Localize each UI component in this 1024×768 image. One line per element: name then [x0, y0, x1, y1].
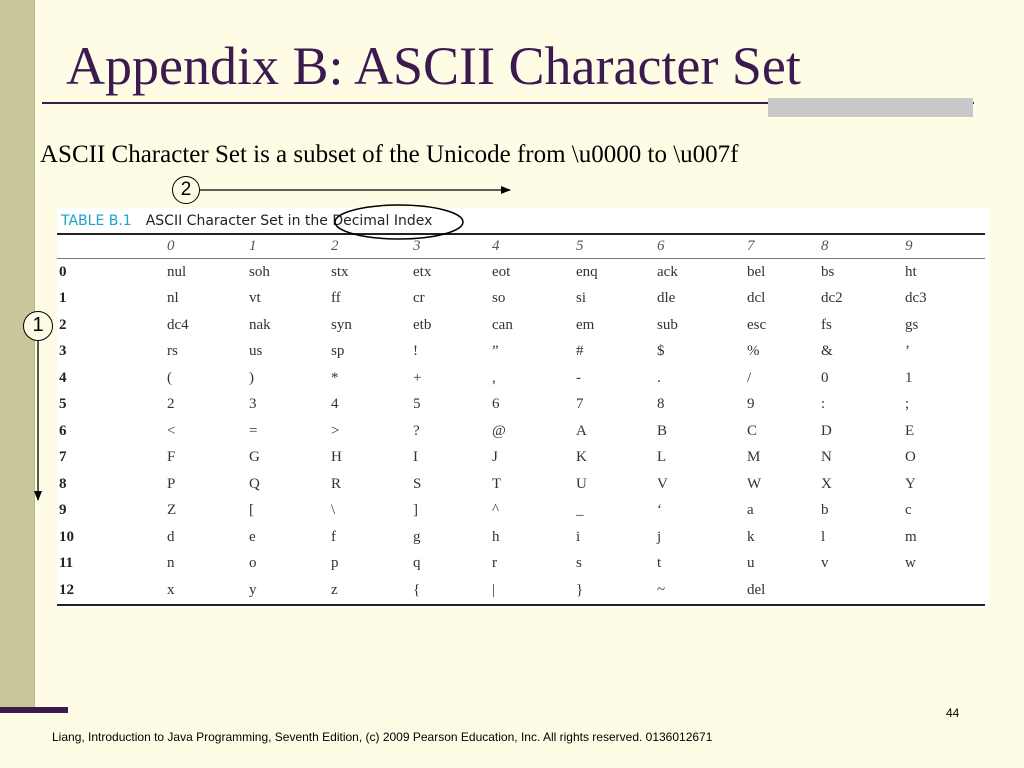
corner-header-cell — [57, 234, 167, 259]
table-cell: D — [821, 422, 832, 439]
table-row — [57, 339, 985, 366]
table-cell: < — [167, 422, 176, 439]
table-cell: syn — [331, 316, 352, 333]
table-cell: 8 — [657, 396, 665, 413]
table-cell: l — [821, 528, 826, 545]
table-cell: @ — [492, 422, 506, 439]
table-cell: ) — [249, 369, 254, 386]
table-cell: ; — [905, 396, 910, 413]
table-cell: t — [657, 555, 662, 572]
table-cell: 1 — [905, 369, 913, 386]
row-header: 12 — [57, 577, 167, 605]
table-cell: 9 — [747, 396, 755, 413]
table-row — [57, 365, 985, 392]
table-cell: X — [821, 475, 832, 492]
table-cell: o — [249, 555, 257, 572]
table-cell: r — [492, 555, 497, 572]
table-cell: K — [576, 449, 587, 466]
table-cell: us — [249, 343, 263, 360]
table-cell: s — [576, 555, 582, 572]
table-cell: B — [657, 422, 668, 439]
row-header: 5 — [59, 396, 67, 413]
table-cell: R — [331, 475, 342, 492]
table-cell: dle — [657, 290, 676, 307]
row-header: 3 — [59, 343, 67, 360]
table-cell: J — [492, 449, 498, 466]
ascii-table-panel — [57, 208, 990, 608]
table-cell: = — [249, 422, 258, 439]
table-cell: 6 — [492, 396, 500, 413]
table-cell: ] — [413, 502, 418, 519]
table-cell: G — [249, 449, 260, 466]
table-cell: y — [249, 577, 331, 605]
table-cell: dc3 — [905, 290, 927, 307]
table-cell: \ — [331, 502, 336, 519]
column-header: 5 — [576, 234, 657, 259]
table-cell: _ — [576, 502, 584, 519]
table-row — [57, 259, 985, 286]
table-row — [57, 551, 985, 578]
row-header: 8 — [59, 475, 67, 492]
table-cell: / — [747, 369, 752, 386]
table-cell: ^ — [492, 502, 500, 519]
row-header: 7 — [59, 449, 67, 466]
row-header: 0 — [59, 263, 67, 280]
table-cell: u — [747, 555, 755, 572]
column-header: 8 — [821, 234, 905, 259]
table-cell: * — [331, 369, 339, 386]
table-cell: ‘ — [657, 502, 662, 519]
table-cell: ( — [167, 369, 172, 386]
table-cell: 3 — [249, 396, 257, 413]
column-header: 6 — [657, 234, 747, 259]
table-row — [57, 445, 985, 472]
column-header: 1 — [249, 234, 331, 259]
table-cell: d — [167, 528, 175, 545]
table-cell: sub — [657, 316, 678, 333]
table-cell: x — [167, 577, 249, 605]
table-cell: U — [576, 475, 587, 492]
table-cell: so — [492, 290, 506, 307]
table-cell: 7 — [576, 396, 584, 413]
table-cell: # — [576, 343, 584, 360]
table-cell: i — [576, 528, 581, 545]
table-cell: L — [657, 449, 667, 466]
table-cell: nak — [249, 316, 271, 333]
table-cell: N — [821, 449, 832, 466]
table-cell: H — [331, 449, 342, 466]
table-cell: . — [657, 369, 661, 386]
table-cell: P — [167, 475, 176, 492]
table-cell: can — [492, 316, 513, 333]
table-cell: enq — [576, 263, 598, 280]
table-cell: g — [413, 528, 421, 545]
table-cell: dc4 — [167, 316, 189, 333]
table-cell: z — [331, 577, 413, 605]
table-cell: del — [747, 577, 821, 605]
table-cell: vt — [249, 290, 261, 307]
table-row — [57, 418, 985, 445]
table-row — [57, 286, 985, 313]
table-cell: si — [576, 290, 587, 307]
table-cell: bs — [821, 263, 835, 280]
table-cell: Z — [167, 502, 177, 519]
table-cell: bel — [747, 263, 766, 280]
table-cell: + — [413, 369, 422, 386]
column-header: 3 — [413, 234, 492, 259]
table-cell: | — [492, 577, 576, 605]
column-header: 9 — [905, 234, 985, 259]
table-cell: k — [747, 528, 755, 545]
table-cell — [905, 577, 985, 605]
table-cell: h — [492, 528, 500, 545]
table-cell: cr — [413, 290, 425, 307]
table-cell: Q — [249, 475, 260, 492]
table-cell: > — [331, 422, 340, 439]
table-cell: q — [413, 555, 421, 572]
table-cell: f — [331, 528, 336, 545]
table-header-row — [57, 234, 985, 259]
table-cell: E — [905, 422, 915, 439]
column-header: 0 — [167, 234, 249, 259]
page-number: 44 — [946, 706, 960, 720]
table-cell: ! — [413, 343, 418, 360]
column-header: 7 — [747, 234, 821, 259]
table-cell: ff — [331, 290, 341, 307]
slide-subtitle: ASCII Character Set is a subset of the Unicode from \u0000 to \u007f — [40, 141, 739, 168]
table-cell — [821, 577, 905, 605]
copyright-footer: Liang, Introduction to Java Programming, Seventh Edition, (c) 2009 Pearson Education, Inc. All rights reserved. 0136012671 — [52, 730, 713, 744]
table-cell: j — [657, 528, 662, 545]
table-cell: { — [413, 577, 492, 605]
slide-title: Appendix B: ASCII Character Set — [66, 36, 801, 96]
table-cell: S — [413, 475, 422, 492]
column-header: 2 — [331, 234, 413, 259]
table-cell: O — [905, 449, 916, 466]
table-cell: e — [249, 528, 256, 545]
row-header: 2 — [59, 316, 67, 333]
callout-2: 2 — [172, 176, 200, 204]
table-cell: sp — [331, 343, 345, 360]
table-cell: ? — [413, 422, 420, 439]
table-cell: em — [576, 316, 595, 333]
table-cell: dc2 — [821, 290, 843, 307]
table-cell: } — [576, 577, 657, 605]
row-header: 6 — [59, 422, 67, 439]
table-row — [57, 471, 985, 498]
table-cell: & — [821, 343, 833, 360]
table-cell: c — [905, 502, 912, 519]
ascii-table — [57, 233, 985, 606]
table-cell: fs — [821, 316, 832, 333]
table-cell: % — [747, 343, 760, 360]
table-caption-text: ASCII Character Set in the Decimal Index — [145, 213, 433, 229]
row-header: 11 — [59, 555, 74, 572]
table-row — [57, 312, 985, 339]
table-cell: a — [747, 502, 754, 519]
table-cell: A — [576, 422, 587, 439]
table-row — [57, 524, 985, 551]
table-cell: eot — [492, 263, 511, 280]
table-cell: etx — [413, 263, 432, 280]
table-cell: w — [905, 555, 916, 572]
table-cell: V — [657, 475, 668, 492]
title-decorative-box — [768, 98, 973, 117]
table-cell: ht — [905, 263, 917, 280]
table-cell: [ — [249, 502, 254, 519]
table-cell: p — [331, 555, 339, 572]
table-cell: 0 — [821, 369, 829, 386]
column-header: 4 — [492, 234, 576, 259]
bottom-accent-bar — [0, 707, 68, 713]
table-cell: soh — [249, 263, 270, 280]
table-cell: m — [905, 528, 917, 545]
table-cell: 5 — [413, 396, 421, 413]
table-cell: ack — [657, 263, 678, 280]
table-cell: : — [821, 396, 826, 413]
table-cell: 4 — [331, 396, 339, 413]
row-header: 9 — [59, 502, 67, 519]
row-header: 1 — [59, 290, 67, 307]
row-header: 10 — [59, 528, 74, 545]
table-cell: Y — [905, 475, 916, 492]
table-cell: nul — [167, 263, 187, 280]
table-cell: ~ — [657, 577, 747, 605]
table-cell: $ — [657, 343, 665, 360]
table-caption — [61, 213, 432, 229]
table-cell: , — [492, 369, 496, 386]
table-cell: F — [167, 449, 176, 466]
table-cell: esc — [747, 316, 767, 333]
table-cell: stx — [331, 263, 349, 280]
table-caption-label: TABLE B.1 — [61, 213, 132, 229]
table-cell: C — [747, 422, 758, 439]
table-cell: b — [821, 502, 829, 519]
table-cell: 2 — [167, 396, 175, 413]
left-decorative-bar — [0, 0, 35, 708]
row-header: 4 — [59, 369, 67, 386]
table-cell: gs — [905, 316, 919, 333]
table-cell: v — [821, 555, 829, 572]
table-cell: ” — [492, 343, 499, 360]
table-row — [57, 392, 985, 419]
table-row — [57, 577, 985, 605]
table-cell: M — [747, 449, 761, 466]
table-cell: etb — [413, 316, 432, 333]
table-row — [57, 498, 985, 525]
callout-1: 1 — [23, 311, 53, 341]
table-cell: I — [413, 449, 418, 466]
table-cell: W — [747, 475, 762, 492]
table-cell: nl — [167, 290, 179, 307]
table-cell: rs — [167, 343, 178, 360]
table-cell: - — [576, 369, 581, 386]
table-cell: dcl — [747, 290, 766, 307]
table-cell: ’ — [905, 343, 910, 360]
table-cell: n — [167, 555, 175, 572]
table-cell: T — [492, 475, 502, 492]
